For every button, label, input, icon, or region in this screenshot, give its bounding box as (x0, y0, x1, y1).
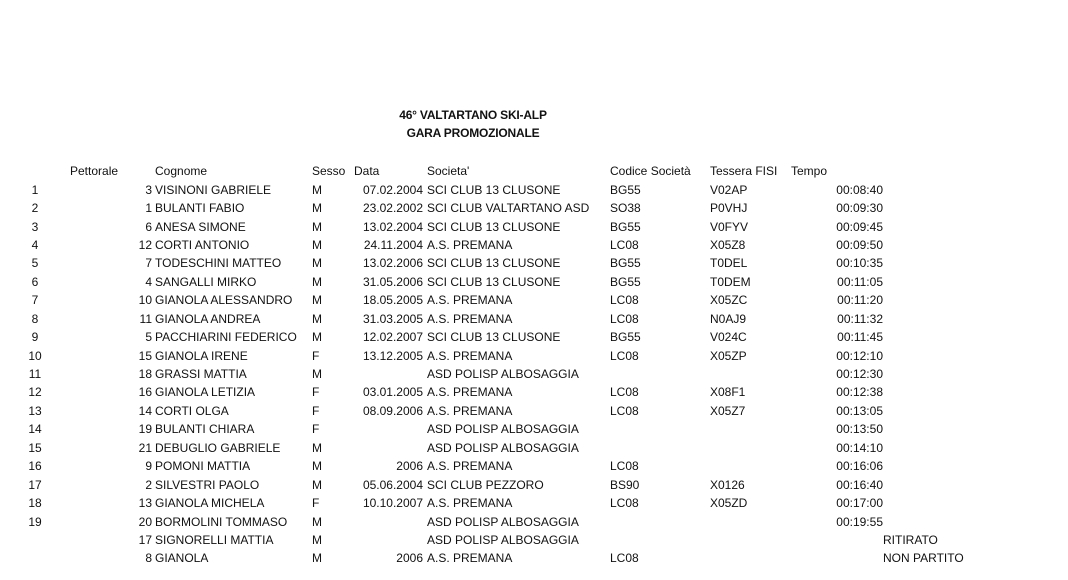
cell-bib-number: 7 (145, 256, 152, 271)
cell-status (883, 457, 964, 475)
cell-club: ASD POLISP ALBOSAGGIA (427, 440, 579, 455)
cell-bib-number: 20 (138, 514, 152, 529)
cell-fisi-card (710, 439, 791, 457)
cell-birth-date: 10.10.2007 (362, 496, 423, 511)
cell-club: SCI CLUB 13 CLUSONE (427, 330, 561, 345)
cell-name: GIANOLA LETIZIA (155, 385, 256, 400)
cell-club-code: BG55 (610, 256, 641, 271)
cell-sex: F (312, 422, 320, 437)
cell-position (0, 531, 70, 549)
cell-time: 00:09:50 (836, 237, 883, 252)
cell-fisi-card: X05Z7 (710, 403, 746, 418)
cell-position: 5 (31, 256, 39, 271)
cell-sex: F (312, 403, 320, 418)
header-pettorale: Pettorale (70, 164, 119, 179)
cell-club: A.S. PREMANA (427, 403, 513, 418)
cell-fisi-card: V024C (710, 330, 747, 345)
header-position (0, 162, 70, 180)
cell-bib-number: 9 (145, 459, 152, 474)
cell-club-code: LC08 (610, 237, 639, 252)
cell-fisi-card: V02AP (710, 182, 748, 197)
cell-position: 12 (28, 385, 42, 400)
cell-time: 00:12:38 (836, 385, 883, 400)
cell-sex: M (312, 459, 322, 474)
cell-time: 00:11:32 (837, 311, 883, 326)
cell-club: ASD POLISP ALBOSAGGIA (427, 532, 579, 547)
cell-time (791, 549, 883, 567)
cell-bib-number: 21 (138, 440, 152, 455)
table-row (0, 531, 964, 549)
cell-club: A.S. PREMANA (427, 348, 513, 363)
cell-position: 6 (31, 274, 39, 289)
cell-position: 7 (31, 293, 39, 308)
cell-bib-number: 11 (139, 311, 152, 326)
cell-club: ASD POLISP ALBOSAGGIA (427, 514, 579, 529)
cell-name: SANGALLI MIRKO (155, 274, 257, 289)
cell-time: 00:10:35 (836, 256, 883, 271)
results-body (0, 180, 964, 567)
cell-birth-date (354, 365, 427, 383)
cell-time: 00:13:05 (836, 403, 883, 418)
table-row (0, 254, 964, 272)
cell-status (883, 217, 964, 235)
cell-fisi-card: X05ZC (710, 293, 748, 308)
cell-club-code: LC08 (610, 311, 639, 326)
cell-time (791, 531, 883, 549)
cell-birth-date (354, 439, 427, 457)
cell-status: NON PARTITO (883, 551, 964, 566)
cell-sex: M (312, 440, 322, 455)
cell-club: ASD POLISP ALBOSAGGIA (427, 422, 579, 437)
cell-name: BULANTI FABIO (155, 201, 245, 216)
cell-club: A.S. PREMANA (427, 311, 513, 326)
cell-club: SCI CLUB VALTARTANO ASD (427, 201, 590, 216)
header-societa: Societa' (427, 164, 470, 179)
cell-fisi-card (710, 512, 791, 530)
table-row (0, 273, 964, 291)
cell-sex: M (312, 551, 322, 566)
cell-fisi-card: X05ZP (710, 348, 747, 363)
cell-club: A.S. PREMANA (427, 496, 513, 511)
cell-club: A.S. PREMANA (427, 293, 513, 308)
cell-bib-number: 5 (145, 330, 152, 345)
cell-bib-number: 14 (138, 403, 152, 418)
cell-fisi-card: N0AJ9 (710, 311, 747, 326)
table-row (0, 346, 964, 364)
cell-club: SCI CLUB 13 CLUSONE (427, 182, 561, 197)
cell-fisi-card: T0DEL (710, 256, 748, 271)
cell-club-code: BG55 (610, 219, 641, 234)
cell-name: GRASSI MATTIA (155, 367, 247, 382)
cell-status (883, 180, 964, 198)
cell-fisi-card (710, 365, 791, 383)
cell-club-code (610, 531, 710, 549)
cell-time: 00:16:40 (836, 477, 883, 492)
cell-status (883, 383, 964, 401)
cell-sex: F (312, 348, 320, 363)
cell-birth-date: 24.11.2004 (363, 237, 423, 252)
cell-name: ANESA SIMONE (155, 219, 246, 234)
cell-birth-date: 31.05.2006 (362, 274, 423, 289)
cell-club: A.S. PREMANA (427, 551, 513, 566)
table-row (0, 180, 964, 198)
cell-sex: M (312, 182, 322, 197)
cell-position (0, 549, 70, 567)
cell-club-code (610, 420, 710, 438)
cell-name: TODESCHINI MATTEO (155, 256, 282, 271)
cell-name: GIANOLA (155, 551, 209, 566)
results-table (0, 162, 964, 568)
cell-fisi-card (710, 457, 791, 475)
cell-status (883, 475, 964, 493)
cell-bib-number: 13 (138, 496, 152, 511)
cell-sex: M (312, 330, 322, 345)
cell-club: SCI CLUB 13 CLUSONE (427, 256, 561, 271)
cell-status (883, 254, 964, 272)
cell-club: ASD POLISP ALBOSAGGIA (427, 367, 579, 382)
cell-status (883, 420, 964, 438)
table-row (0, 549, 964, 567)
cell-time: 00:13:50 (836, 422, 883, 437)
cell-sex: M (312, 311, 322, 326)
cell-status (883, 512, 964, 530)
cell-club-code: LC08 (610, 293, 639, 308)
header-sesso: Sesso (312, 164, 346, 179)
cell-fisi-card: V0FYV (710, 219, 749, 234)
cell-sex: M (312, 293, 322, 308)
cell-fisi-card (710, 531, 791, 549)
cell-bib-number: 6 (145, 219, 152, 234)
cell-name: CORTI OLGA (155, 403, 229, 418)
table-row (0, 457, 964, 475)
cell-bib-number: 1 (145, 201, 152, 216)
cell-birth-date: 13.12.2005 (362, 348, 423, 363)
cell-birth-date: 2006 (396, 551, 423, 566)
cell-bib-number: 19 (138, 422, 152, 437)
cell-name: CORTI ANTONIO (155, 237, 250, 252)
cell-position: 11 (28, 367, 42, 382)
table-row (0, 402, 964, 420)
table-row (0, 236, 964, 254)
cell-birth-date: 13.02.2006 (362, 256, 423, 271)
cell-position: 4 (31, 237, 39, 252)
cell-birth-date: 08.09.2006 (362, 403, 423, 418)
cell-position: 13 (28, 403, 42, 418)
cell-birth-date: 2006 (396, 459, 423, 474)
cell-sex: M (312, 514, 322, 529)
cell-position: 8 (31, 311, 39, 326)
cell-time: 00:16:06 (836, 459, 883, 474)
cell-bib-number: 8 (145, 551, 152, 566)
cell-birth-date: 13.02.2004 (362, 219, 423, 234)
cell-fisi-card: X05Z8 (710, 237, 746, 252)
cell-fisi-card: X0126 (710, 477, 745, 492)
cell-bib-number: 16 (138, 385, 152, 400)
header-data: Data (354, 164, 380, 179)
document-title: 46° VALTARTANO SKI-ALP (399, 108, 547, 122)
cell-fisi-card (710, 420, 791, 438)
cell-fisi-card: T0DEM (710, 274, 751, 289)
cell-club-code (610, 439, 710, 457)
cell-birth-date: 12.02.2007 (362, 330, 423, 345)
cell-sex: M (312, 532, 322, 547)
cell-bib-number: 10 (138, 293, 152, 308)
cell-club-code: LC08 (610, 496, 639, 511)
table-row (0, 475, 964, 493)
cell-birth-date: 05.06.2004 (362, 477, 423, 492)
table-row (0, 439, 964, 457)
cell-birth-date: 07.02.2004 (362, 182, 423, 197)
document-subtitle: GARA PROMOZIONALE (406, 126, 540, 140)
cell-sex: M (312, 219, 322, 234)
cell-name: BORMOLINI TOMMASO (155, 514, 288, 529)
cell-club-code: LC08 (610, 385, 639, 400)
cell-club-code: BG55 (610, 274, 641, 289)
cell-sex: M (312, 201, 322, 216)
cell-time: 00:11:45 (837, 330, 883, 345)
cell-club-code: LC08 (610, 459, 639, 474)
cell-name: SILVESTRI PAOLO (155, 477, 260, 492)
table-row (0, 291, 964, 309)
header-row (0, 162, 964, 180)
cell-club-code: LC08 (610, 551, 639, 566)
cell-status: RITIRATO (883, 532, 938, 547)
cell-club: SCI CLUB 13 CLUSONE (427, 274, 561, 289)
cell-club-code: LC08 (610, 348, 639, 363)
table-row (0, 494, 964, 512)
cell-fisi-card: X08F1 (710, 385, 746, 400)
table-row (0, 310, 964, 328)
cell-bib-number: 3 (145, 182, 152, 197)
cell-birth-date (354, 512, 427, 530)
header-cognome: Cognome (155, 164, 208, 179)
cell-bib-number: 4 (145, 274, 152, 289)
cell-name: GIANOLA MICHELA (155, 496, 265, 511)
cell-club: SCI CLUB PEZZORO (427, 477, 544, 492)
cell-status (883, 199, 964, 217)
cell-name: DEBUGLIO GABRIELE (155, 440, 281, 455)
table-row (0, 328, 964, 346)
cell-club-code: BG55 (610, 330, 641, 345)
cell-birth-date (354, 531, 427, 549)
cell-fisi-card (710, 549, 791, 567)
table-row (0, 383, 964, 401)
cell-bib-number: 15 (138, 348, 152, 363)
cell-club-code: BG55 (610, 182, 641, 197)
cell-sex: F (312, 496, 320, 511)
cell-sex: F (312, 385, 320, 400)
cell-birth-date: 31.03.2005 (362, 311, 423, 326)
cell-status (883, 439, 964, 457)
cell-position: 18 (28, 496, 42, 511)
cell-fisi-card: P0VHJ (710, 201, 748, 216)
header-status (883, 162, 964, 180)
cell-club-code: LC08 (610, 403, 639, 418)
cell-time: 00:14:10 (836, 440, 883, 455)
cell-fisi-card: X05ZD (710, 496, 748, 511)
table-row (0, 199, 964, 217)
cell-bib-number: 2 (145, 477, 152, 492)
table-row (0, 420, 964, 438)
cell-name: GIANOLA IRENE (155, 348, 248, 363)
table-row (0, 217, 964, 235)
cell-time: 00:08:40 (836, 182, 883, 197)
cell-status (883, 402, 964, 420)
cell-status (883, 328, 964, 346)
cell-time: 00:12:30 (836, 367, 883, 382)
cell-position: 16 (28, 459, 42, 474)
cell-name: POMONI MATTIA (155, 459, 251, 474)
cell-name: SIGNORELLI MATTIA (155, 532, 274, 547)
cell-birth-date (354, 420, 427, 438)
cell-position: 14 (28, 422, 42, 437)
cell-position: 2 (31, 201, 39, 216)
cell-status (883, 365, 964, 383)
cell-sex: M (312, 477, 322, 492)
cell-time: 00:17:00 (836, 496, 883, 511)
cell-time: 00:09:30 (836, 201, 883, 216)
cell-birth-date: 03.01.2005 (362, 385, 423, 400)
cell-club: A.S. PREMANA (427, 385, 513, 400)
cell-position: 9 (31, 330, 39, 345)
table-row (0, 512, 964, 530)
cell-time: 00:19:55 (836, 514, 883, 529)
cell-sex: M (312, 274, 322, 289)
cell-bib-number: 17 (138, 532, 152, 547)
cell-position: 1 (31, 182, 39, 197)
cell-club-code: BS90 (610, 477, 640, 492)
cell-sex: M (312, 367, 322, 382)
cell-time: 00:11:05 (837, 274, 883, 289)
cell-club-code (610, 365, 710, 383)
cell-status (883, 494, 964, 512)
header-codice-societa: Codice Società (610, 164, 691, 179)
cell-status (883, 310, 964, 328)
cell-status (883, 273, 964, 291)
cell-sex: M (312, 237, 322, 252)
cell-birth-date: 23.02.2002 (362, 201, 423, 216)
table-row (0, 365, 964, 383)
cell-club: A.S. PREMANA (427, 237, 513, 252)
cell-club-code: SO38 (610, 201, 641, 216)
cell-position: 17 (28, 477, 42, 492)
cell-status (883, 346, 964, 364)
cell-name: BULANTI CHIARA (155, 422, 255, 437)
cell-time: 00:09:45 (836, 219, 883, 234)
cell-name: GIANOLA ANDREA (155, 311, 261, 326)
cell-bib-number: 12 (138, 237, 152, 252)
cell-name: VISINONI GABRIELE (155, 182, 272, 197)
cell-birth-date: 18.05.2005 (362, 293, 423, 308)
cell-name: GIANOLA ALESSANDRO (155, 293, 293, 308)
cell-position: 3 (31, 219, 39, 234)
header-tessera-fisi: Tessera FISI (710, 164, 778, 179)
cell-bib-number: 18 (138, 367, 152, 382)
cell-club-code (610, 512, 710, 530)
cell-time: 00:12:10 (836, 348, 883, 363)
cell-time: 00:11:20 (837, 293, 883, 308)
cell-position: 15 (28, 440, 42, 455)
header-tempo: Tempo (791, 164, 828, 179)
cell-club: SCI CLUB 13 CLUSONE (427, 219, 561, 234)
cell-sex: M (312, 256, 322, 271)
cell-status (883, 236, 964, 254)
cell-position: 10 (28, 348, 42, 363)
cell-position: 19 (28, 514, 42, 529)
cell-name: PACCHIARINI FEDERICO (155, 330, 297, 345)
cell-club: A.S. PREMANA (427, 459, 513, 474)
cell-status (883, 291, 964, 309)
